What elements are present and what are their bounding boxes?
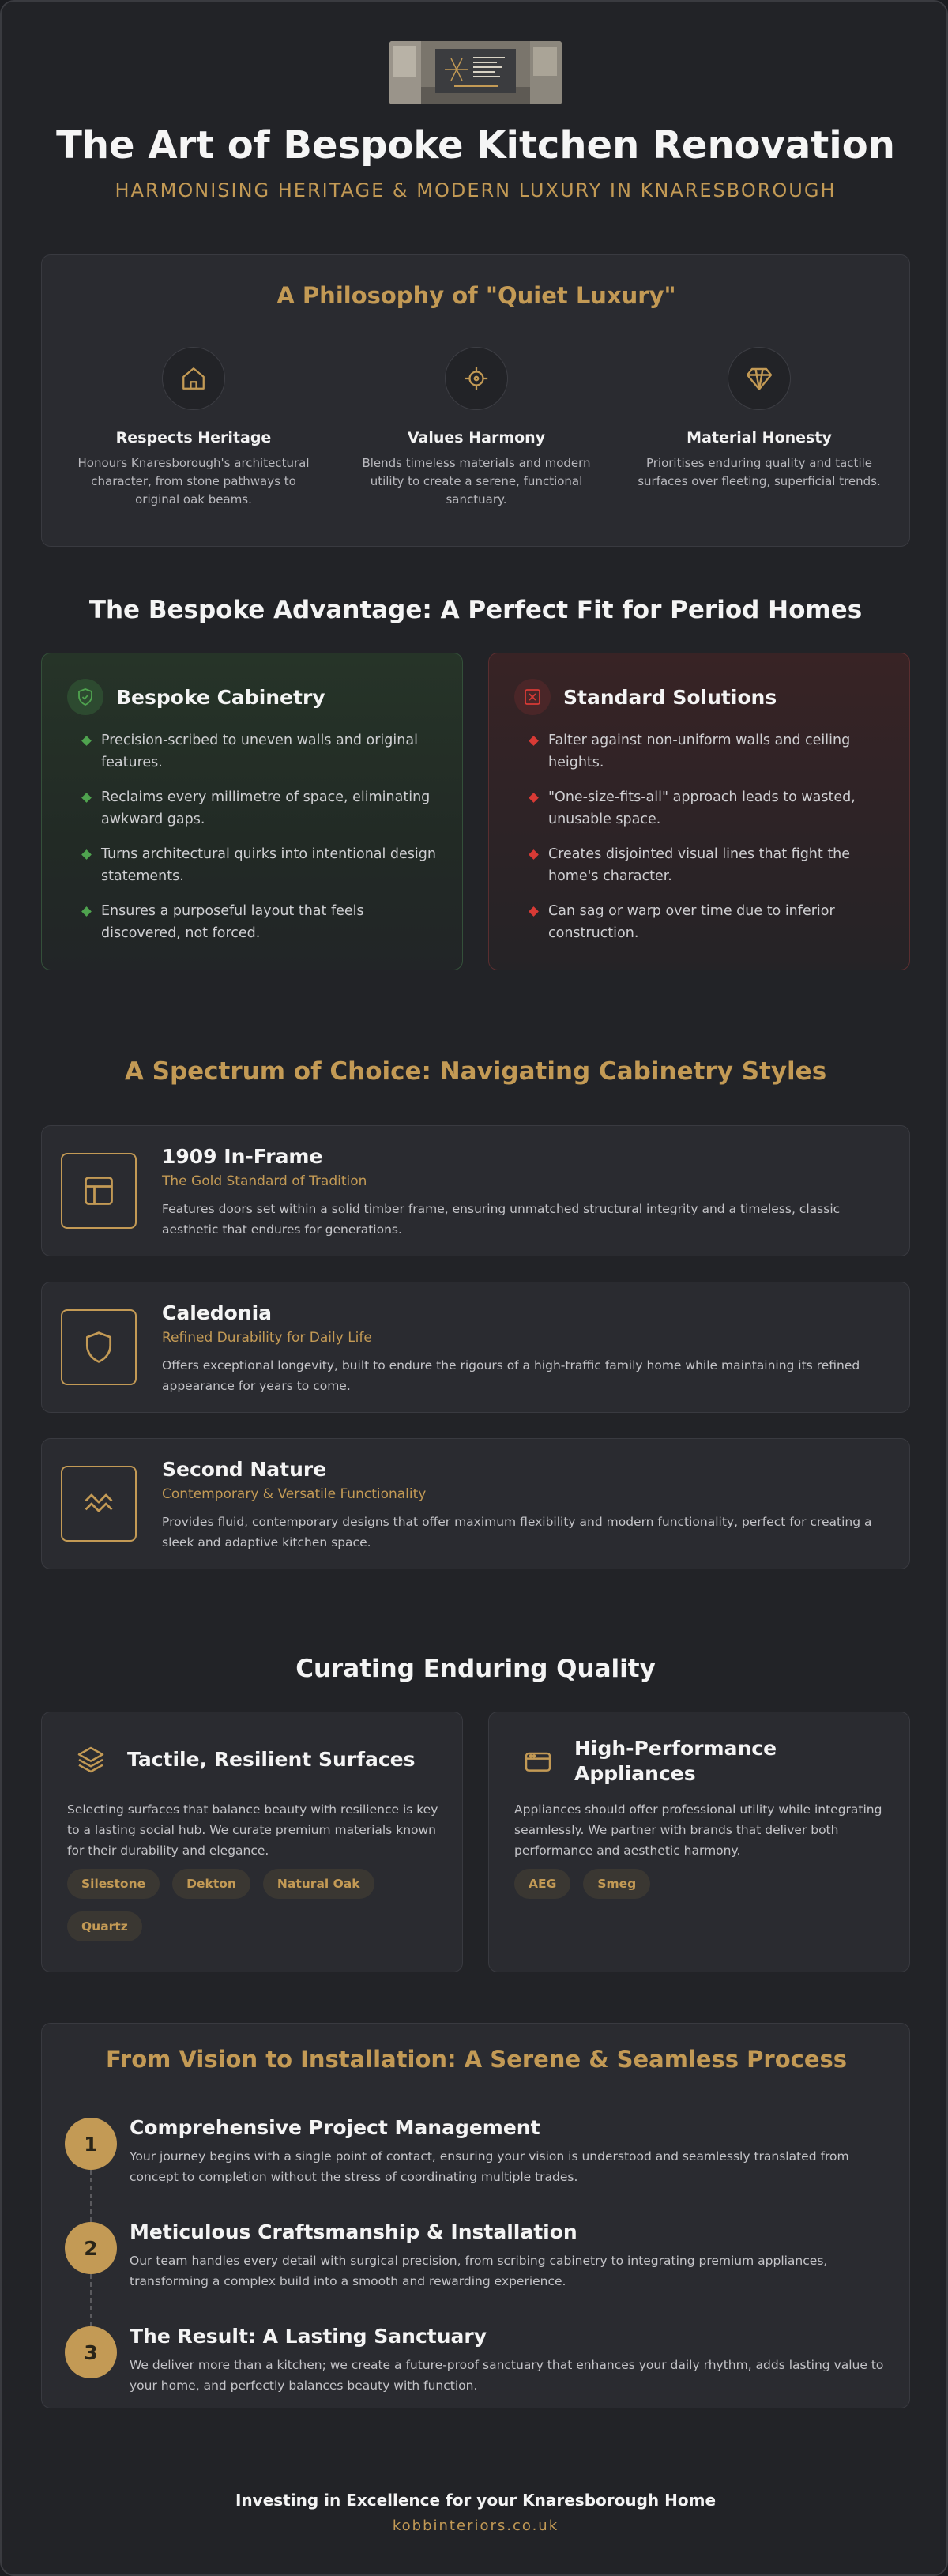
- waves-icon: [61, 1466, 137, 1542]
- surfaces-card: [41, 1712, 463, 1972]
- step-text: Your journey begins with a single point of contact, ensuring your vision is understood and seamlessly translated from concept to completion without the stress of coordinating multiple trades.: [130, 2149, 849, 2184]
- style-card: [41, 1438, 910, 1569]
- style-subtitle: Refined Durability for Daily Life: [162, 1330, 372, 1346]
- process-section: [41, 2023, 910, 2408]
- style-description: Offers exceptional longevity, built to endure the rigours of a high-traffic family home while maintaining its refined appearance for years to come.: [162, 1358, 860, 1393]
- list-item: "One-size-fits-all" approach leads to wasted, unusable space.: [529, 786, 892, 830]
- bullet-icon: [81, 736, 92, 746]
- surfaces-title: Tactile, Resilient Surfaces: [127, 1748, 416, 1771]
- shield-icon: [61, 1309, 137, 1385]
- philosophy-section: [41, 254, 910, 547]
- philosophy-item-title: Values Harmony: [407, 429, 546, 446]
- philosophy-item-title: Respects Heritage: [115, 429, 272, 446]
- step-connector: [90, 2274, 92, 2326]
- philosophy-item: [63, 347, 324, 509]
- bespoke-title: Bespoke Cabinetry: [116, 685, 325, 709]
- style-name: 1909 In-Frame: [162, 1145, 323, 1168]
- process-title: From Vision to Installation: A Serene & Seamless Process: [105, 2046, 848, 2073]
- bullet-icon: [529, 736, 539, 746]
- list-item: Precision-scribed to uneven walls and original features.: [81, 729, 445, 774]
- bullet-icon: [81, 793, 92, 803]
- style-description: Features doors set within a solid timber frame, ensuring unmatched structural integrity and a timeless, classic aesthetic that endures for generations.: [162, 1202, 841, 1237]
- advantage-title: The Bespoke Advantage: A Perfect Fit for Period Homes: [88, 596, 863, 624]
- style-card: [41, 1125, 910, 1256]
- philosophy-item: [346, 347, 607, 509]
- material-tag: Quartz: [67, 1911, 142, 1941]
- step-text: Our team handles every detail with surgical precision, from scribing cabinetry to integrating premium appliances, transforming a complex build into a smooth and rewarding experience.: [130, 2254, 828, 2288]
- layout-icon: [61, 1153, 137, 1229]
- page-subtitle: HARMONISING HERITAGE & MODERN LUXURY IN KNARESBOROUGH: [115, 179, 837, 201]
- oven-icon: [514, 1738, 562, 1785]
- footer-website-link[interactable]: kobbinteriors.co.uk: [392, 2518, 559, 2534]
- bullet-icon: [81, 906, 92, 917]
- style-name: Caledonia: [162, 1301, 273, 1324]
- appliances-tags: [514, 1869, 893, 1899]
- footer-heading: Investing in Excellence for your Knaresborough Home: [235, 2491, 717, 2510]
- list-item: Creates disjointed visual lines that fight the home's character.: [529, 843, 892, 887]
- standard-title: Standard Solutions: [563, 685, 777, 709]
- step-title: Comprehensive Project Management: [130, 2116, 540, 2139]
- appliances-card: [488, 1712, 910, 1972]
- surfaces-tags: [67, 1869, 446, 1941]
- philosophy-item-title: Material Honesty: [687, 429, 832, 446]
- page-title: The Art of Bespoke Kitchen Renovation: [56, 123, 895, 168]
- list-item: Reclaims every millimetre of space, eliminating awkward gaps.: [81, 786, 445, 830]
- philosophy-item: [629, 347, 890, 491]
- step-title: The Result: A Lasting Sanctuary: [130, 2325, 487, 2348]
- philosophy-title: A Philosophy of "Quiet Luxury": [276, 282, 676, 309]
- styles-title: A Spectrum of Choice: Navigating Cabinetry Styles: [124, 1057, 827, 1086]
- style-description: Provides fluid, contemporary designs that offer maximum flexibility and modern functionality, perfect for creating a sleek and adaptive kitchen space.: [162, 1515, 872, 1550]
- bespoke-list: [81, 729, 445, 957]
- philosophy-item-text: Prioritises enduring quality and tactile surfaces over fleeting, superficial trends.: [638, 456, 881, 488]
- material-tag: Natural Oak: [263, 1869, 374, 1899]
- list-item: Falter against non-uniform walls and ceiling heights.: [529, 729, 892, 774]
- step-number: 3: [65, 2326, 117, 2378]
- bullet-icon: [81, 849, 92, 860]
- shield-check-icon: [67, 679, 103, 715]
- style-subtitle: Contemporary & Versatile Functionality: [162, 1486, 427, 1502]
- step-title: Meticulous Craftsmanship & Installation: [130, 2220, 577, 2243]
- material-tag: Dekton: [172, 1869, 250, 1899]
- hero-image: [389, 41, 562, 104]
- philosophy-item-text: Honours Knaresborough's architectural character, from stone pathways to original oak beams.: [77, 456, 310, 507]
- brand-tag: AEG: [514, 1869, 570, 1899]
- home-icon: [162, 347, 225, 410]
- list-item: Ensures a purposeful layout that feels discovered, not forced.: [81, 900, 445, 944]
- step-number: 2: [65, 2222, 117, 2274]
- style-name: Second Nature: [162, 1458, 327, 1481]
- surfaces-text: Selecting surfaces that balance beauty with resilience is key to a lasting social hub. We curate premium materials known for their durability and elegance.: [67, 1802, 438, 1858]
- style-subtitle: The Gold Standard of Tradition: [162, 1173, 367, 1189]
- appliances-title: High-Performance Appliances: [574, 1737, 777, 1785]
- quality-title: Curating Enduring Quality: [295, 1655, 656, 1683]
- style-card: [41, 1282, 910, 1413]
- material-tag: Silestone: [67, 1869, 160, 1899]
- bespoke-card: [41, 653, 463, 970]
- step-connector: [90, 2170, 92, 2222]
- appliances-text: Appliances should offer professional utility while integrating seamlessly. We partner with brands that deliver both performance and aesthetic harmony.: [514, 1802, 882, 1858]
- target-icon: [445, 347, 508, 410]
- standard-list: [529, 729, 892, 957]
- list-item: Turns architectural quirks into intentional design statements.: [81, 843, 445, 887]
- list-item: Can sag or warp over time due to inferior construction.: [529, 900, 892, 944]
- brand-tag: Smeg: [583, 1869, 650, 1899]
- bullet-icon: [529, 793, 539, 803]
- diamond-icon: [728, 347, 791, 410]
- layers-icon: [67, 1736, 115, 1783]
- standard-card: [488, 653, 910, 970]
- bullet-icon: [529, 906, 539, 917]
- x-box-icon: [514, 679, 551, 715]
- step-number: 1: [65, 2118, 117, 2170]
- step-text: We deliver more than a kitchen; we create a future-proof sanctuary that enhances your daily rhythm, adds lasting value to your home, and perfectly balances beauty with function.: [130, 2358, 884, 2393]
- bullet-icon: [529, 849, 539, 860]
- philosophy-item-text: Blends timeless materials and modern utility to create a serene, functional sanctuary.: [362, 456, 591, 507]
